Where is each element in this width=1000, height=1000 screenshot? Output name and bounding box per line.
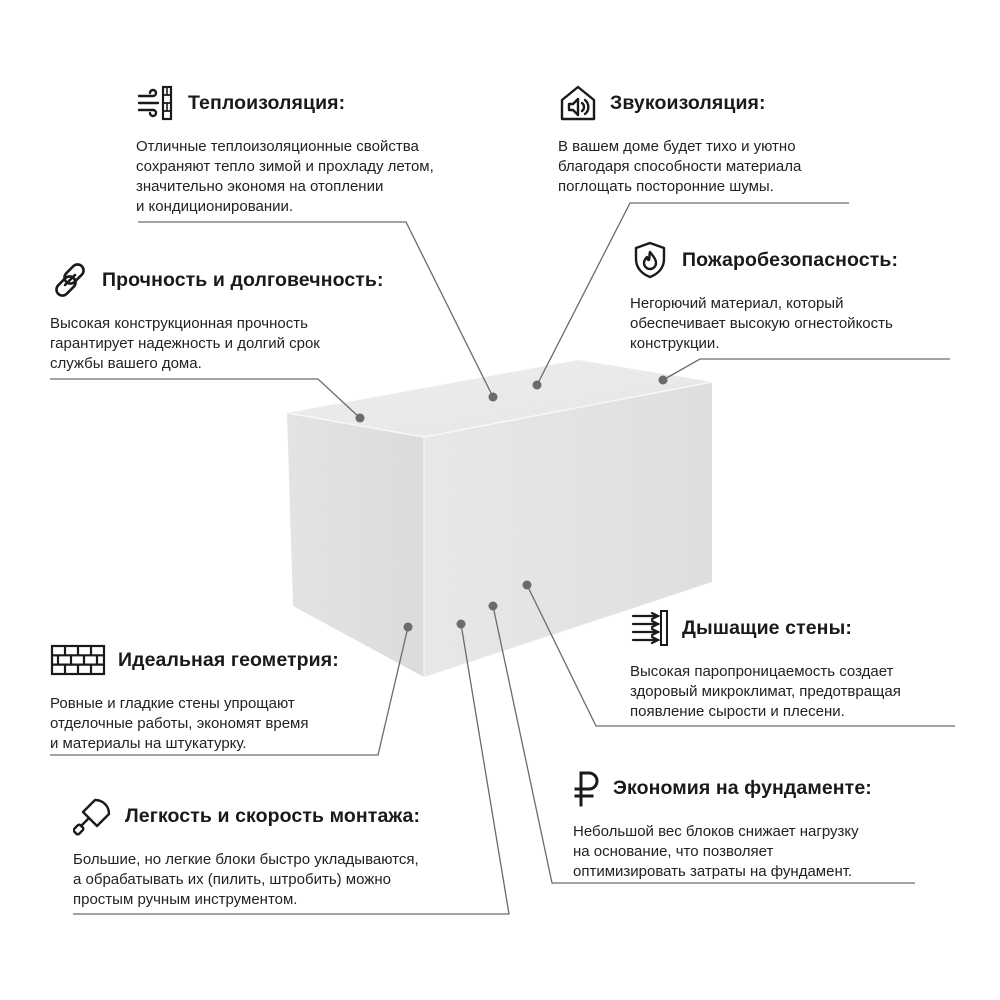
- feature-title: Звукоизоляция:: [610, 91, 766, 114]
- feature-breathing-walls: [630, 608, 901, 722]
- feature-title: Легкость и скорость монтажа:: [125, 804, 421, 827]
- house-speaker-icon: [558, 83, 598, 123]
- feature-title: Теплоизоляция:: [188, 91, 346, 114]
- feature-description: Небольшой вес блоков снижает нагрузку на основание, что позволяет оптимизировать затраты на фундамент.: [573, 823, 859, 880]
- feature-title: Дышащие стены:: [682, 616, 852, 639]
- breathing-wall-icon: [630, 608, 670, 648]
- anchor-dot-installation: [457, 620, 466, 629]
- feature-easy-installation: [73, 796, 420, 910]
- anchor-dot-breathing: [523, 581, 532, 590]
- feature-description: В вашем доме будет тихо и уютно благодаря способности материала поглощать посторонние шумы.: [558, 138, 802, 195]
- shield-flame-icon: [630, 240, 670, 280]
- trowel-icon: [73, 796, 113, 836]
- feature-title: Идеальная геометрия:: [118, 648, 339, 671]
- brick-wall-icon: [50, 640, 106, 680]
- ruble-icon: [573, 768, 601, 808]
- feature-description: Ровные и гладкие стены упрощают отделочные работы, экономят время и материалы на штукатурку.: [50, 695, 309, 752]
- anchor-dot-fire: [659, 376, 668, 385]
- anchor-dot-geometry: [404, 623, 413, 632]
- leader-line-fire: [663, 359, 950, 380]
- anchor-dot-strength: [356, 414, 365, 423]
- feature-fire-safety: [630, 240, 898, 354]
- feature-strength: [50, 260, 384, 374]
- feature-sound-insulation: [558, 83, 801, 197]
- chain-link-icon: [50, 260, 90, 300]
- feature-description: Высокая паропроницаемость создает здоровый микроклимат, предотвращая появление сырости и плесени.: [630, 663, 901, 720]
- leader-line-strength: [50, 379, 360, 418]
- feature-ideal-geometry: [50, 640, 339, 754]
- feature-title: Экономия на фундаменте:: [613, 776, 872, 799]
- feature-description: Высокая конструкционная прочность гарантирует надежность и долгий срок службы вашего дома.: [50, 315, 320, 372]
- feature-title: Пожаробезопасность:: [682, 248, 899, 271]
- feature-title: Прочность и долговечность:: [102, 268, 384, 291]
- feature-foundation-savings: [573, 768, 872, 882]
- feature-description: Негорючий материал, который обеспечивает высокую огнестойкость конструкции.: [630, 295, 893, 352]
- wind-wall-icon: [136, 83, 176, 123]
- anchor-dot-thermal: [489, 393, 498, 402]
- anchor-dot-foundation: [489, 602, 498, 611]
- feature-description: Отличные теплоизоляционные свойства сохраняют тепло зимой и прохладу летом, значительно экономя на отоплении и кондиционировании.: [136, 138, 434, 215]
- feature-thermal-insulation: [136, 83, 434, 217]
- feature-description: Большие, но легкие блоки быстро укладываются, а обрабатывать их (пилить, штробить) можно простым ручным инструментом.: [73, 851, 419, 908]
- anchor-dot-sound: [533, 381, 542, 390]
